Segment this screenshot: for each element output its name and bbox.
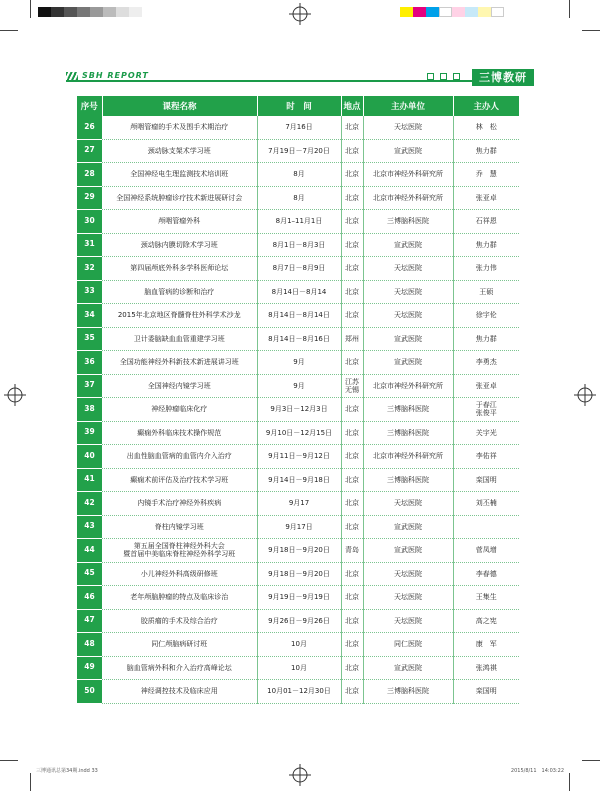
organizer: 三博脑科医院: [363, 421, 453, 445]
registration-mark-right: [574, 384, 596, 406]
course-name: 全国功能神经外科新技术新进展讲习班: [102, 351, 257, 375]
course-name: 癫痫术前评估及治疗技术学习班: [102, 468, 257, 492]
host-person: 栾国明: [453, 468, 519, 492]
course-place: 北京: [341, 257, 363, 281]
footer-file-info: 三博通讯总第34期.indd 33: [36, 768, 98, 774]
course-time: 10月: [257, 656, 341, 680]
course-place: 北京: [341, 280, 363, 304]
organizer: 宣武医院: [363, 539, 453, 563]
course-place: 北京: [341, 210, 363, 234]
host-person: 王集生: [453, 586, 519, 610]
organizer: 天坛医院: [363, 116, 453, 139]
square-dot-icon: [427, 73, 434, 80]
row-number: 34: [77, 304, 102, 328]
course-place: 北京: [341, 468, 363, 492]
crop-mark: [0, 760, 18, 761]
course-place: 北京: [341, 445, 363, 469]
organizer: 同仁医院: [363, 633, 453, 657]
crop-mark: [582, 760, 600, 761]
course-name: 卫计委脑缺血血管重建学习班: [102, 327, 257, 351]
host-person: 张亚卓: [453, 374, 519, 398]
table-row: [77, 139, 519, 163]
course-place: 北京: [341, 515, 363, 539]
square-dot-icon: [453, 73, 460, 80]
course-place: 北京: [341, 163, 363, 187]
course-name: 颅咽管瘤的手术及围手术期治疗: [102, 116, 257, 139]
course-time: 8月14日－8月14日: [257, 304, 341, 328]
table-row: [77, 351, 519, 375]
table-row: [77, 515, 519, 539]
organizer: 天坛医院: [363, 280, 453, 304]
organizer: 天坛医院: [363, 562, 453, 586]
course-place: 北京: [341, 609, 363, 633]
organizer: 北京市神经外科研究所: [363, 186, 453, 210]
footer-timestamp: 2015/8/11 14:03:22: [510, 768, 564, 774]
crop-mark: [30, 0, 31, 18]
row-number: 35: [77, 327, 102, 351]
course-time: 9月: [257, 351, 341, 375]
course-place: 北京: [341, 186, 363, 210]
organizer: 三博脑科医院: [363, 210, 453, 234]
table-row: [77, 163, 519, 187]
crop-mark: [30, 773, 31, 791]
row-number: 46: [77, 586, 102, 610]
course-name: 胶质瘤的手术及综合治疗: [102, 609, 257, 633]
host-person: 于春江 张俊平: [453, 398, 519, 422]
table-row: [77, 304, 519, 328]
table-header-row: [77, 96, 519, 116]
section-tag: 三博教研: [472, 69, 534, 86]
host-person: 张力伟: [453, 257, 519, 281]
host-person: 乔 慧: [453, 163, 519, 187]
course-place: 北京: [341, 633, 363, 657]
row-number: 37: [77, 374, 102, 398]
host-person: 张鸿祺: [453, 656, 519, 680]
course-time: 8月7日－8月9日: [257, 257, 341, 281]
course-time: 8月1日－8月3日: [257, 233, 341, 257]
organizer: 北京市神经外科研究所: [363, 445, 453, 469]
host-person: 菅凤增: [453, 539, 519, 563]
row-number: 49: [77, 656, 102, 680]
course-place: 北京: [341, 680, 363, 704]
table-row: [77, 327, 519, 351]
row-number: 38: [77, 398, 102, 422]
course-place: 北京: [341, 304, 363, 328]
column-header: 主办人: [453, 96, 519, 116]
row-number: 31: [77, 233, 102, 257]
host-person: 关宇光: [453, 421, 519, 445]
course-place: 北京: [341, 586, 363, 610]
host-person: 高之宪: [453, 609, 519, 633]
table-row: [77, 116, 519, 139]
course-place: 北京: [341, 351, 363, 375]
square-dot-icon: [440, 73, 447, 80]
table-row: [77, 609, 519, 633]
row-number: 30: [77, 210, 102, 234]
host-person: 李春德: [453, 562, 519, 586]
course-time: 9月11日－9月12日: [257, 445, 341, 469]
course-name: 脑血管病的诊断和治疗: [102, 280, 257, 304]
course-place: 青岛: [341, 539, 363, 563]
course-time: 9月17: [257, 492, 341, 516]
row-number: 32: [77, 257, 102, 281]
grayscale-bar: [38, 7, 142, 17]
course-time: 8月14日－8月16日: [257, 327, 341, 351]
row-number: 43: [77, 515, 102, 539]
table-row: [77, 656, 519, 680]
course-time: 8月14日－8月14: [257, 280, 341, 304]
course-place: 北京: [341, 562, 363, 586]
course-time: 9月: [257, 374, 341, 398]
course-name: 颈动脉支架术学习班: [102, 139, 257, 163]
course-name: 脑血管病外科和介入治疗高峰论坛: [102, 656, 257, 680]
course-name: 全国神经内镜学习班: [102, 374, 257, 398]
host-person: 焦力群: [453, 327, 519, 351]
course-place: 北京: [341, 116, 363, 139]
table-row: [77, 257, 519, 281]
organizer: 宣武医院: [363, 351, 453, 375]
course-name: 神经调控技术及临床应用: [102, 680, 257, 704]
course-time: 8月: [257, 163, 341, 187]
table-row: [77, 280, 519, 304]
host-person: 石祥恩: [453, 210, 519, 234]
course-time: 7月16日: [257, 116, 341, 139]
organizer: 宣武医院: [363, 233, 453, 257]
course-time: 8月1–11月1日: [257, 210, 341, 234]
column-header: 时 间: [257, 96, 341, 116]
course-time: 9月18日－9月20日: [257, 539, 341, 563]
organizer: 宣武医院: [363, 139, 453, 163]
row-number: 40: [77, 445, 102, 469]
table-row: [77, 210, 519, 234]
column-header: 课程名称: [102, 96, 257, 116]
column-header: 地点: [341, 96, 363, 116]
course-table: [77, 96, 519, 704]
column-header: 主办单位: [363, 96, 453, 116]
course-time: 9月3日－12月3日: [257, 398, 341, 422]
header-square-dots: [427, 73, 460, 80]
header-logo-text: SBH REPORT: [82, 71, 149, 80]
registration-mark-bottom: [289, 764, 311, 786]
course-time: 9月19日－9月19日: [257, 586, 341, 610]
host-person: 栾国明: [453, 680, 519, 704]
course-time: 10月: [257, 633, 341, 657]
course-place: 北京: [341, 233, 363, 257]
course-name: 神经肿瘤临床化疗: [102, 398, 257, 422]
host-person: 康 军: [453, 633, 519, 657]
table-row: [77, 233, 519, 257]
host-person: 张亚卓: [453, 186, 519, 210]
row-number: 41: [77, 468, 102, 492]
course-name: 脊柱内镜学习班: [102, 515, 257, 539]
column-header: 序号: [77, 96, 102, 116]
course-name: 第五届全国脊柱神经外科大会 暨首届中美临床脊柱神经外科学习班: [102, 539, 257, 563]
course-name: 2015年北京地区脊髓脊柱外科学术沙龙: [102, 304, 257, 328]
course-name: 癫痫外科临床技术操作规范: [102, 421, 257, 445]
course-name: 颈动脉内膜切除术学习班: [102, 233, 257, 257]
row-number: 29: [77, 186, 102, 210]
organizer: 北京市神经外科研究所: [363, 163, 453, 187]
course-place: 郑州: [341, 327, 363, 351]
table-row: [77, 586, 519, 610]
header-logo: [66, 71, 149, 80]
course-time: 9月26日－9月26日: [257, 609, 341, 633]
course-time: 10月01－12月30日: [257, 680, 341, 704]
row-number: 47: [77, 609, 102, 633]
course-name: 全国神经电生理监测技术培训班: [102, 163, 257, 187]
organizer: 宣武医院: [363, 656, 453, 680]
table-row: [77, 680, 519, 704]
course-time: 9月18日－9月20日: [257, 562, 341, 586]
table-row: [77, 492, 519, 516]
crop-mark: [582, 30, 600, 31]
host-person: 李佑祥: [453, 445, 519, 469]
course-place: 北京: [341, 421, 363, 445]
course-name: 小儿神经外科高级研修班: [102, 562, 257, 586]
crop-mark: [569, 0, 570, 18]
organizer: 天坛医院: [363, 304, 453, 328]
slash-stripes-icon: [66, 72, 78, 80]
organizer: 天坛医院: [363, 609, 453, 633]
host-person: 徐宇伦: [453, 304, 519, 328]
row-number: 45: [77, 562, 102, 586]
host-person: 王硕: [453, 280, 519, 304]
organizer: 天坛医院: [363, 586, 453, 610]
host-person: 焦力群: [453, 233, 519, 257]
course-name: 颅咽管瘤外科: [102, 210, 257, 234]
row-number: 44: [77, 539, 102, 563]
course-place: 北京: [341, 492, 363, 516]
course-name: 出血性脑血管病的血管内介入治疗: [102, 445, 257, 469]
course-name: 同仁颅脑病研讨班: [102, 633, 257, 657]
course-place: 北京: [341, 656, 363, 680]
table-row: [77, 421, 519, 445]
row-number: 39: [77, 421, 102, 445]
course-name: 内镜手术治疗神经外科疾病: [102, 492, 257, 516]
organizer: 天坛医院: [363, 257, 453, 281]
organizer: 三博脑科医院: [363, 680, 453, 704]
host-person: 焦力群: [453, 139, 519, 163]
course-place: 江苏 无锡: [341, 374, 363, 398]
crop-mark: [569, 773, 570, 791]
registration-mark-left: [4, 384, 26, 406]
row-number: 36: [77, 351, 102, 375]
course-time: 9月17日: [257, 515, 341, 539]
host-person: [453, 515, 519, 539]
table-row: [77, 374, 519, 398]
table-row: [77, 398, 519, 422]
host-person: 林 松: [453, 116, 519, 139]
row-number: 27: [77, 139, 102, 163]
course-time: 9月14日－9月18日: [257, 468, 341, 492]
row-number: 50: [77, 680, 102, 704]
table-row: [77, 562, 519, 586]
table-row: [77, 633, 519, 657]
course-time: 9月10日－12月15日: [257, 421, 341, 445]
row-number: 33: [77, 280, 102, 304]
registration-mark-top: [289, 3, 311, 25]
organizer: 宣武医院: [363, 515, 453, 539]
crop-mark: [0, 30, 18, 31]
host-person: 李勇杰: [453, 351, 519, 375]
table-row: [77, 539, 519, 563]
course-name: 全国神经系统肿瘤诊疗技术新进展研讨会: [102, 186, 257, 210]
row-number: 42: [77, 492, 102, 516]
header-rule: [66, 80, 534, 82]
row-number: 26: [77, 116, 102, 139]
course-name: 第四届颅底外科多学科医师论坛: [102, 257, 257, 281]
table-row: [77, 468, 519, 492]
table-row: [77, 186, 519, 210]
organizer: 天坛医院: [363, 492, 453, 516]
table-row: [77, 445, 519, 469]
organizer: 宣武医院: [363, 327, 453, 351]
organizer: 三博脑科医院: [363, 398, 453, 422]
row-number: 28: [77, 163, 102, 187]
course-name: 老年颅脑肿瘤的特点及临床诊治: [102, 586, 257, 610]
course-time: 7月19日－7月20日: [257, 139, 341, 163]
course-time: 8月: [257, 186, 341, 210]
course-place: 北京: [341, 398, 363, 422]
color-bar: [400, 7, 504, 17]
organizer: 三博脑科医院: [363, 468, 453, 492]
course-place: 北京: [341, 139, 363, 163]
host-person: 刘丕楠: [453, 492, 519, 516]
organizer: 北京市神经外科研究所: [363, 374, 453, 398]
row-number: 48: [77, 633, 102, 657]
